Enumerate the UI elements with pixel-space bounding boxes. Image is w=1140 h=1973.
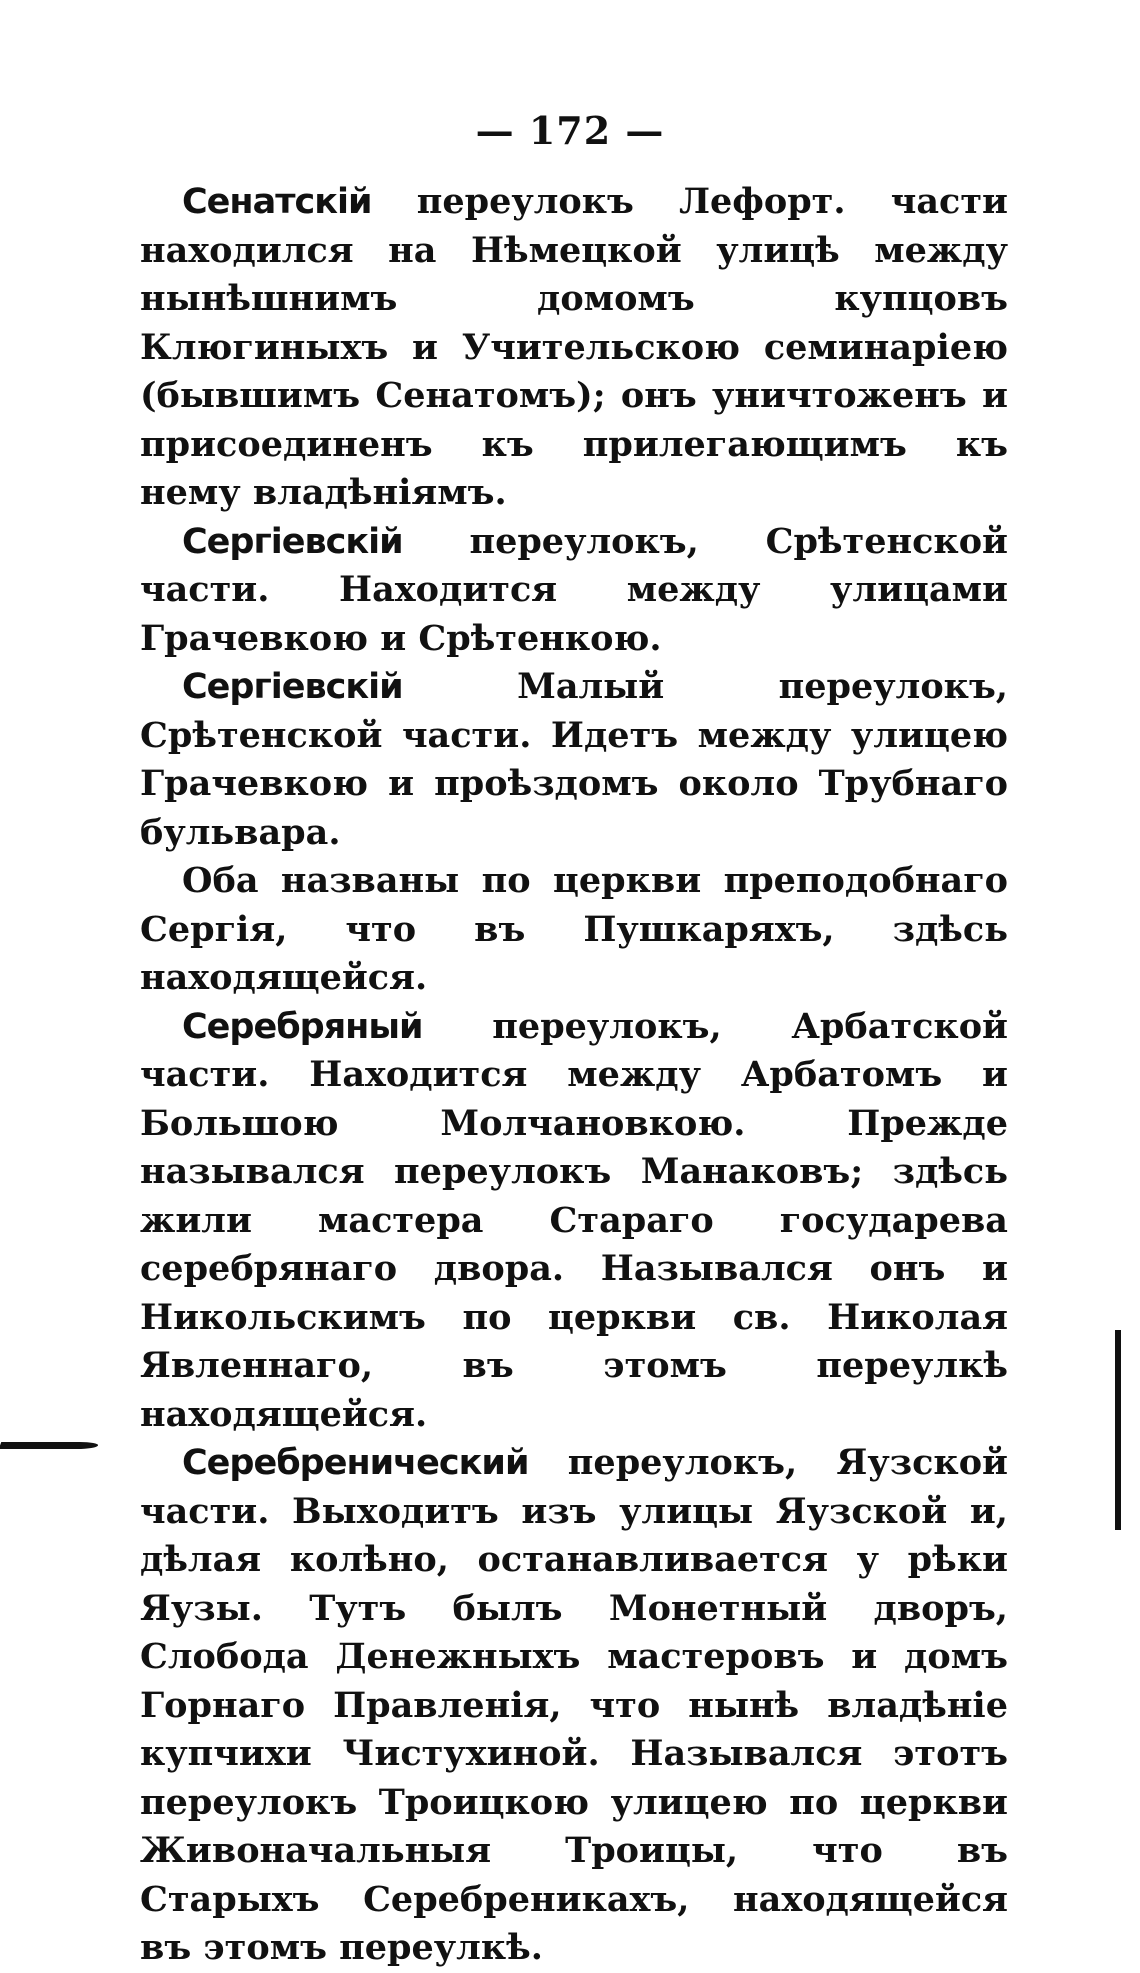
entry-text: переулокъ, Арбатской части. Находится между Арбатомъ и Большою Молчановкою. Прежде назывался переулокъ Манаковъ; здѣсь жили мастера Стараго государева серебрянаго двора. Назывался онъ и Никольскимъ по церкви св. Николая Явленнаго, въ этомъ переулкѣ находящейся. — [140, 1005, 1008, 1435]
entry-text: Оба названы по церкви преподобнаго Сергія, что въ Пушкаряхъ, здѣсь находящейся. — [140, 860, 1008, 998]
entry-senatsky — [140, 178, 1008, 518]
headword: Сергіевскій — [182, 667, 403, 707]
entry-serebryany — [140, 1003, 1008, 1440]
entry-text: переулокъ, Срѣтенской части. Находится между улицами Грачевкою и Срѣтенкою. — [140, 520, 1008, 659]
entry-serebrenichesky — [140, 1439, 1008, 1973]
page-text — [140, 178, 1008, 1973]
scan-edge-mark — [1115, 1330, 1121, 1530]
page-number: — 172 — — [475, 108, 665, 153]
headword: Сергіевскій — [182, 521, 403, 562]
entry-text: переулокъ, Яузской части. Выходитъ изъ улицы Яузской и, дѣлая колѣно, останавливается у рѣки Яузы. Тутъ былъ Монетный дворъ, Слобода Денежныхъ мастеровъ и домъ Горнаго Правленія, что нынѣ владѣніе купчихи Чистухиной. Назывался этотъ переулокъ Троицкою улицею по церкви Живоначальныя Троицы, что въ Старыхъ Серебреникахъ, находящейся въ этомъ переулкѣ. — [140, 1442, 1008, 1968]
headword: Серебряный — [182, 1006, 423, 1047]
scan-artifact-mark — [0, 1442, 99, 1449]
entry-text: Малый переулокъ, Срѣтенской части. Идетъ между улицею Грачевкою и проѣздомъ около Трубнаго бульвара. — [140, 666, 1008, 853]
note-both-named — [140, 857, 1008, 1003]
entry-sergievsky-maly — [140, 663, 1008, 857]
headword: Сенатскій — [182, 182, 372, 222]
entry-sergievsky — [140, 518, 1008, 664]
headword: Серебренический — [182, 1443, 529, 1483]
entry-text: переулокъ Лефорт. части находился на Нѣмецкой улицѣ между нынѣшнимъ домомъ купцовъ Клюгиныхъ и Учительскою семинаріею (бывшимъ Сенатомъ); онъ уничтоженъ и присоединенъ къ прилегающимъ къ нему владѣніямъ. — [140, 181, 1008, 513]
